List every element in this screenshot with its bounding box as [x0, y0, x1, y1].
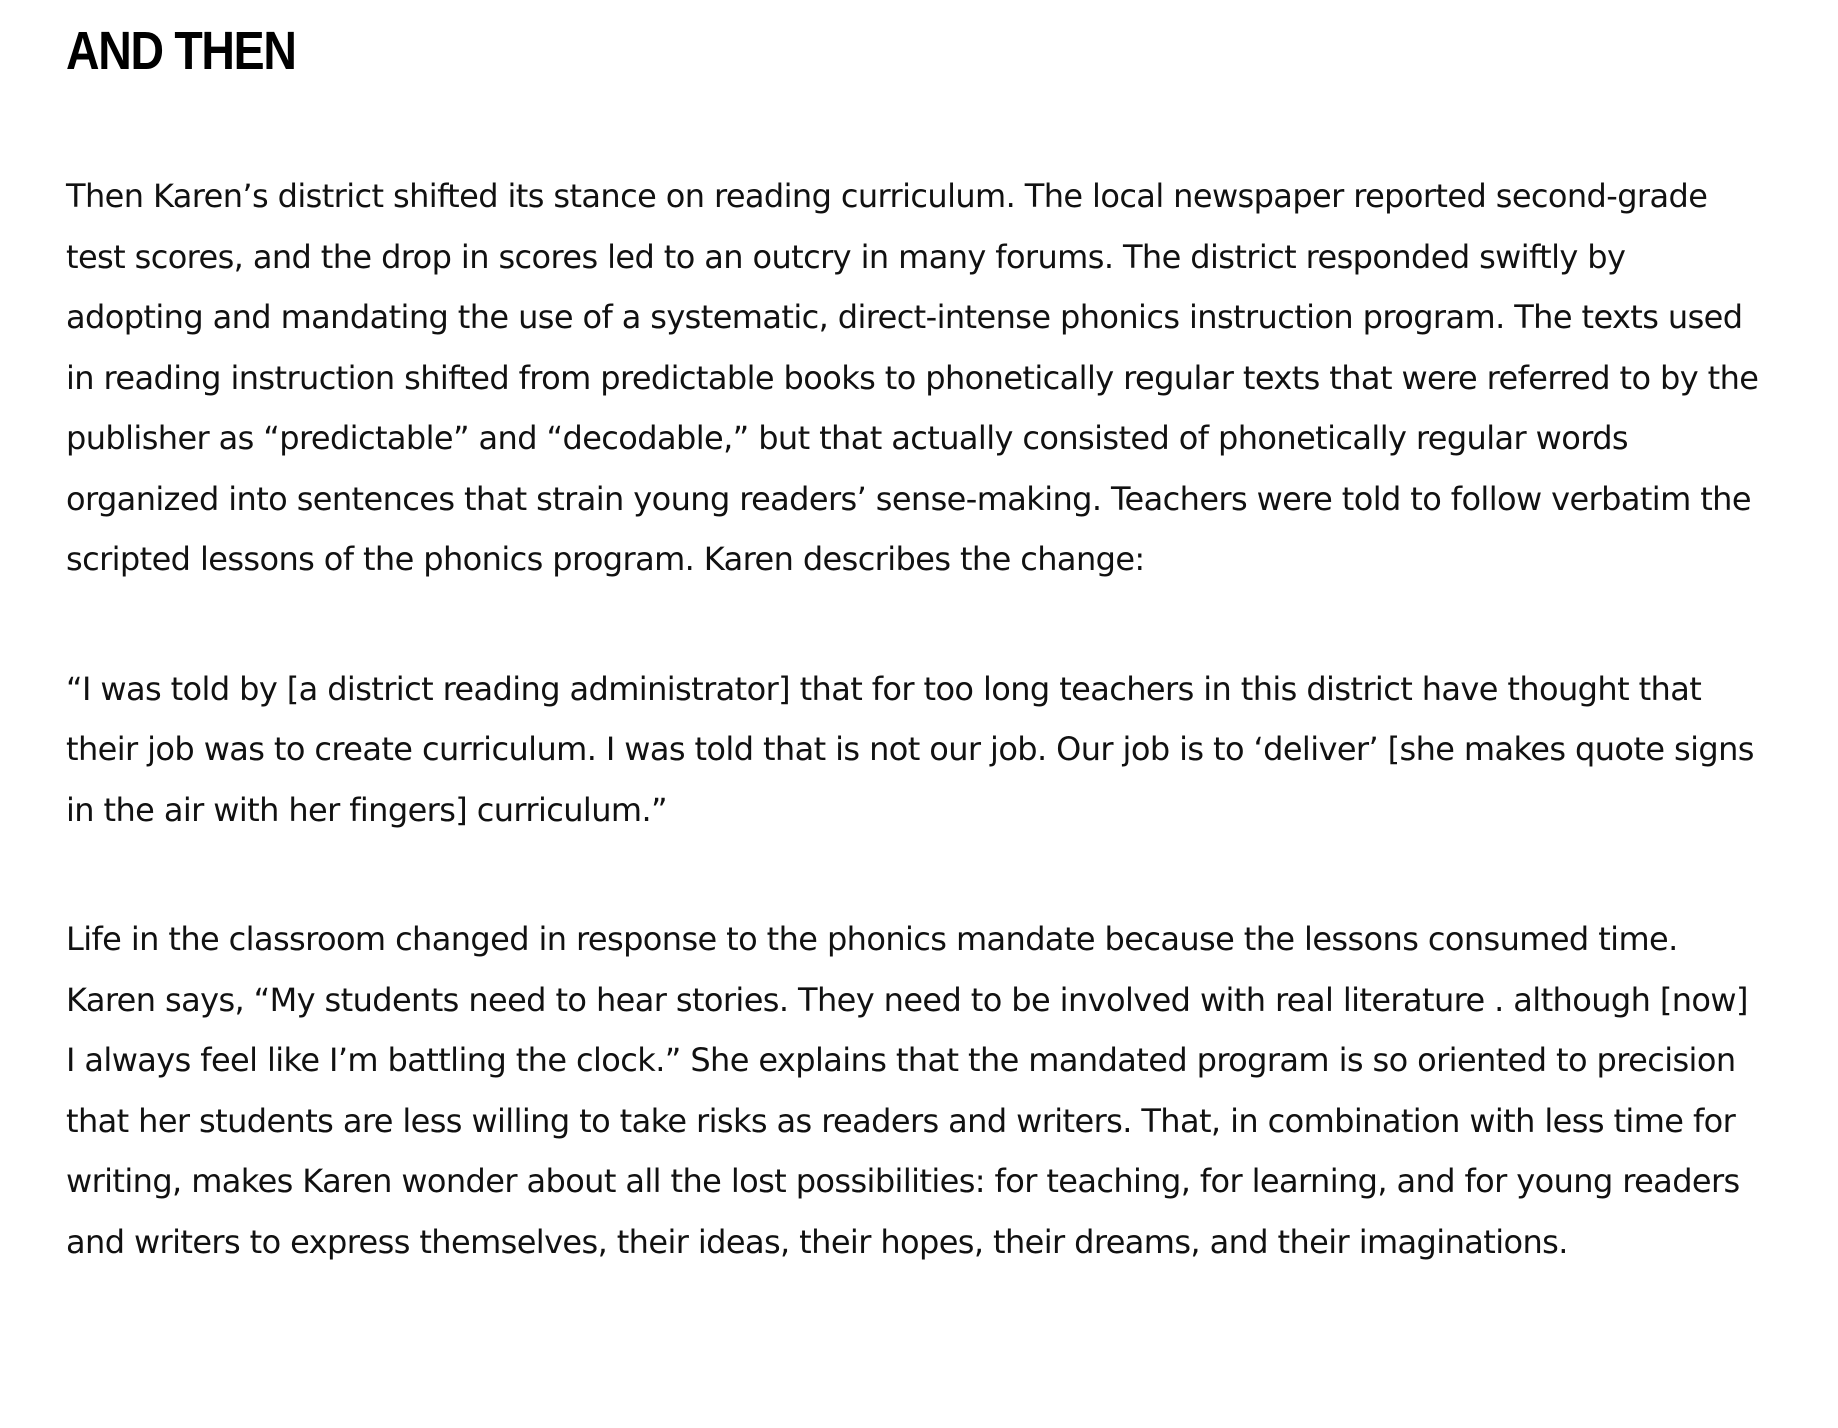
article-section — [66, 14, 1766, 1272]
paragraph-district-shift: Then Karen’s district shifted its stance on reading curriculum. The local newspaper reported second-grade test scores, and the drop in scores led to an outcry in many forums. The district responded swiftly by adopting and mandating the use of a systematic, direct-intense phonics instruction program. The texts used in reading instruction shifted from predictable books to phonetically regular texts that were referred to by the publisher as “predictable” and “decodable,” but that actually consisted of phonetically regular words organized into sentences that strain young readers’ sense-making. Teachers were told to follow verbatim the scripted lessons of the phonics program. Karen describes the change: — [66, 177, 1759, 578]
paragraph-classroom-change: Life in the classroom changed in response to the phonics mandate because the lessons consumed time. Karen says, “My students need to hear stories. They need to be involved with real literature . although [now] I always feel like I’m battling the clock.” She explains that the mandated program is so oriented to precision that her students are less willing to take risks as readers and writers. That, in combination with less time for writing, makes Karen wonder about all the lost possibilities: for teaching, for learning, and for young readers and writers to express themselves, their ideas, their hopes, their dreams, and their imaginations. — [66, 920, 1748, 1261]
paragraph-karen-quote: “I was told by [a district reading administrator] that for too long teachers in this district have thought that their job was to create curriculum. I was told that is not our job. Our job is to ‘deliver’ [she makes quote signs in the air with her fingers] curriculum.” — [66, 669, 1754, 829]
section-heading: AND THEN — [66, 21, 296, 81]
